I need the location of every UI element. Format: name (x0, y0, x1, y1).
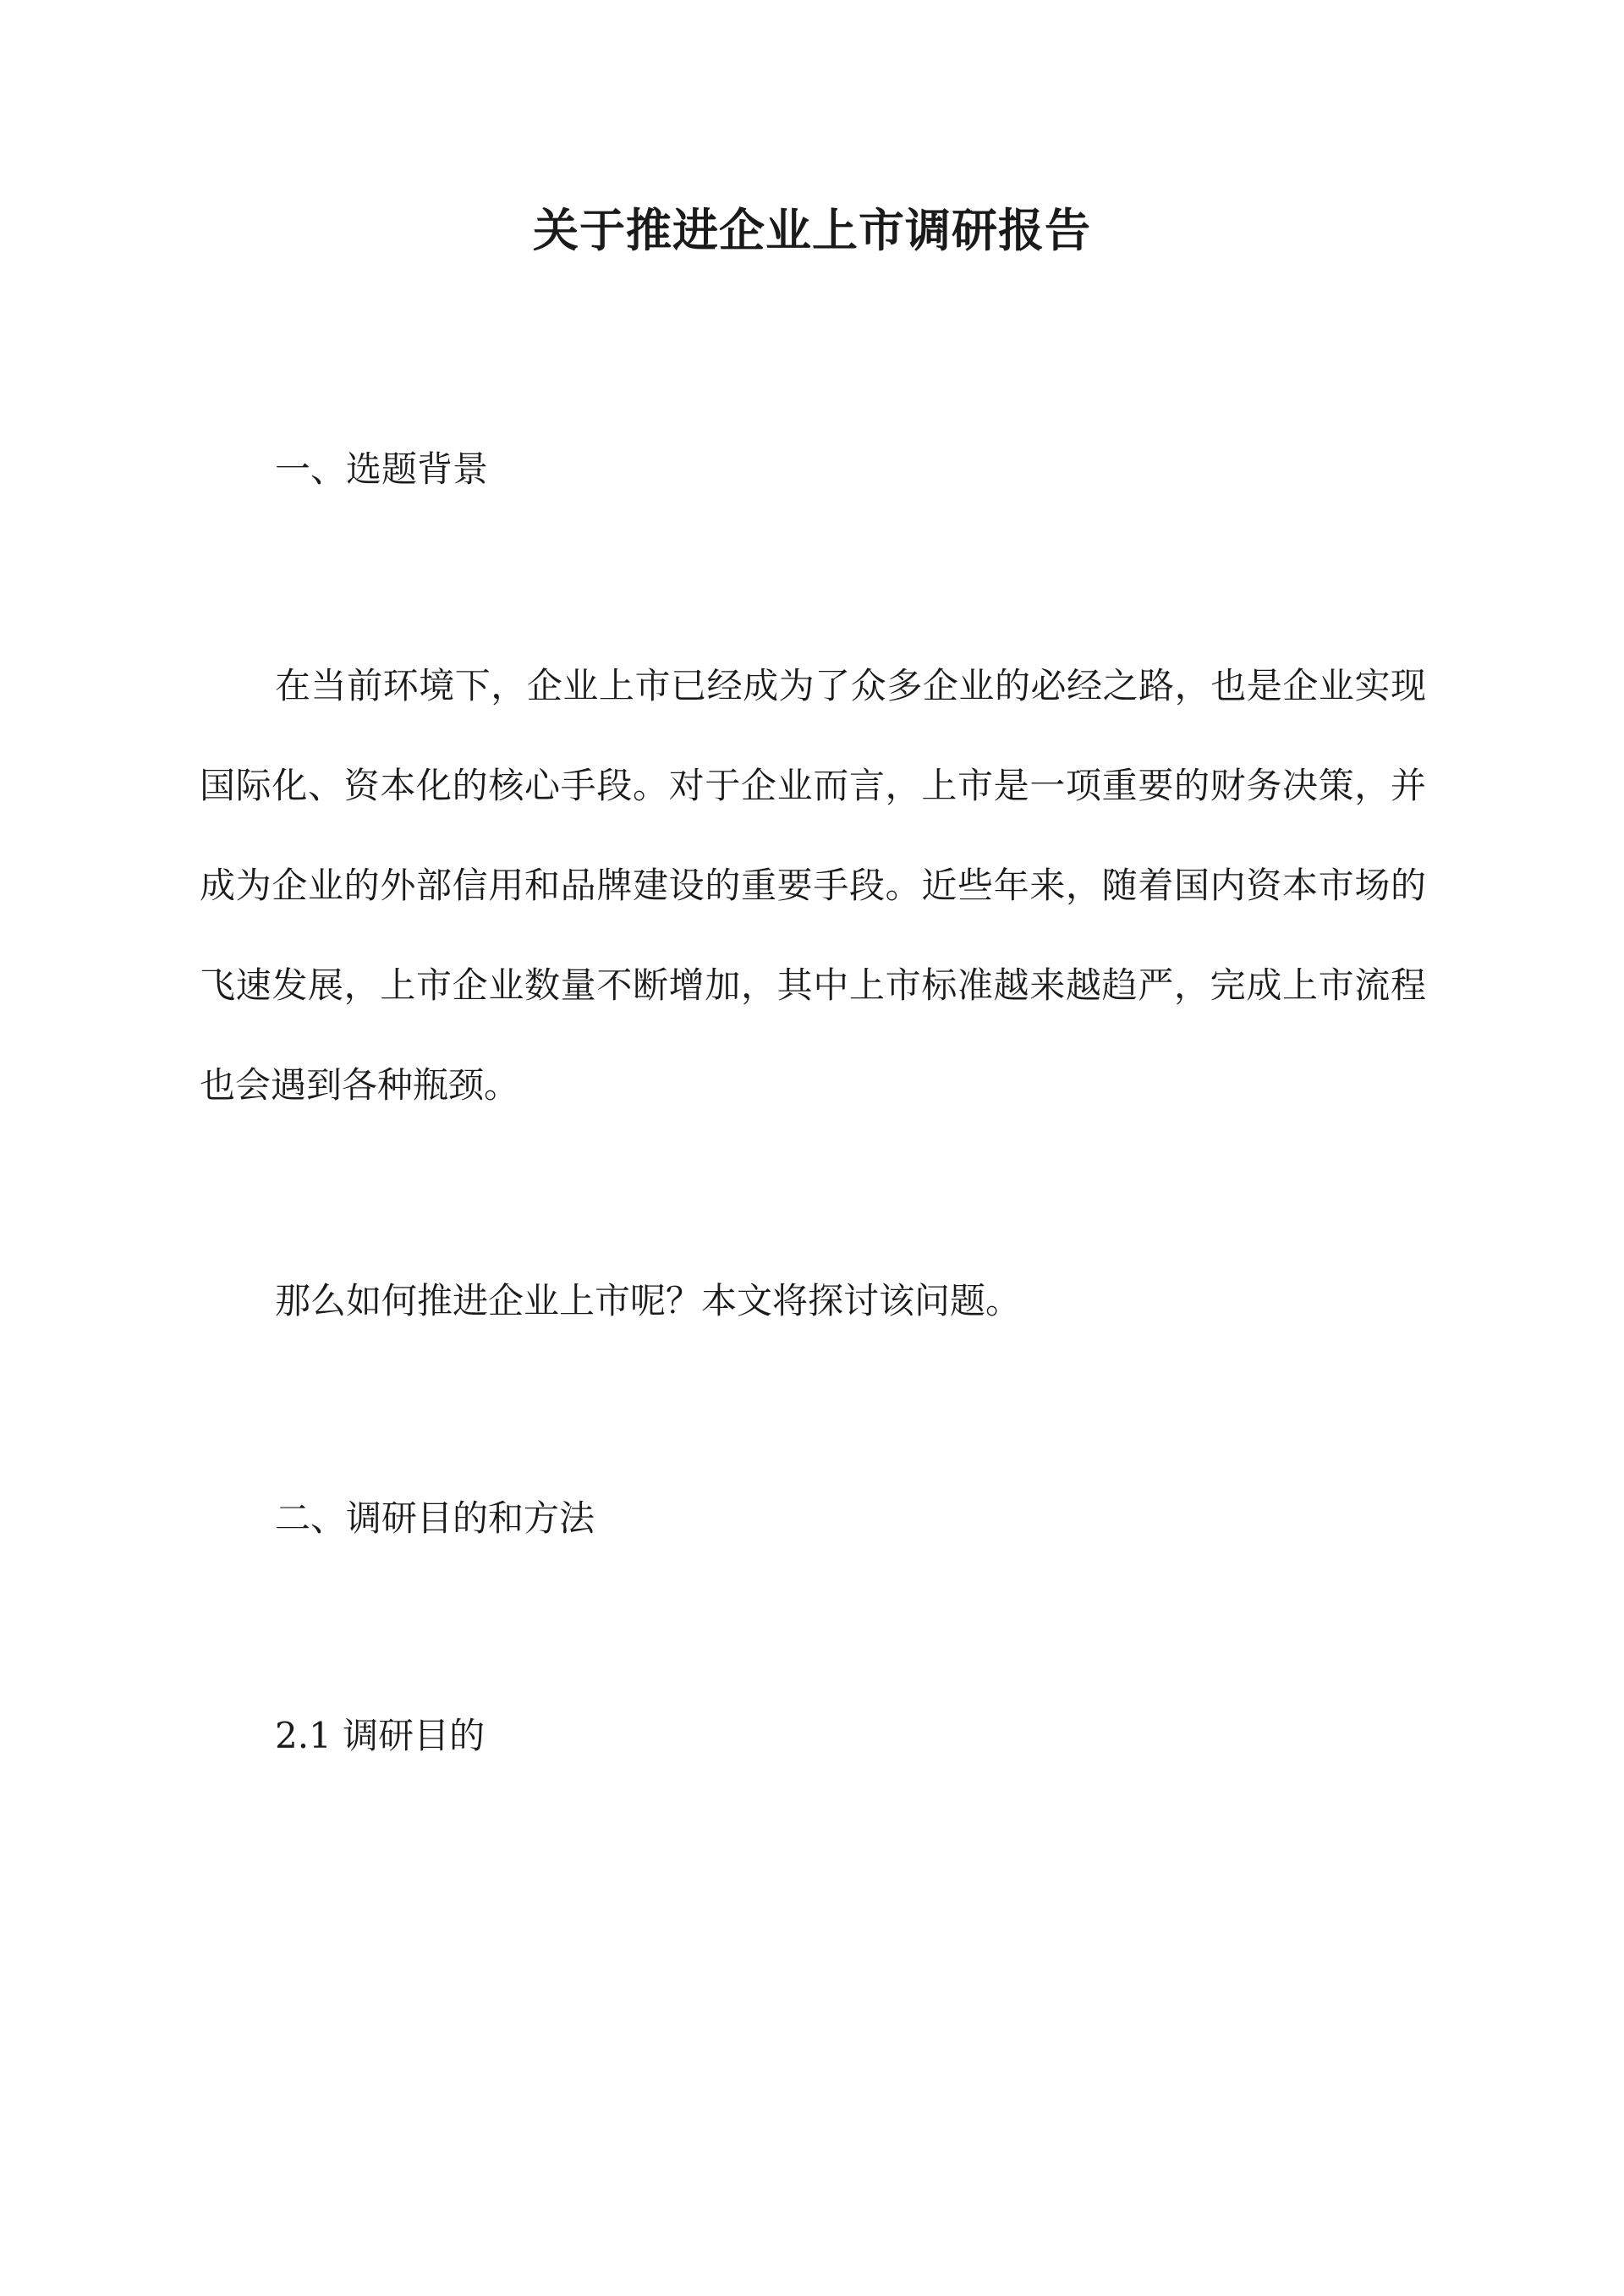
paragraph-background: 在当前环境下，企业上市已经成为了众多企业的必经之路，也是企业实现国际化、资本化的核心手段。对于企业而言，上市是一项重要的财务决策，并成为企业的外部信用和品牌建设的重要手段。近些年来，随着国内资本市场的飞速发展，上市企业数量不断增加，其中上市标准越来越趋严，完成上市流程也会遇到各种瓶颈。 (200, 665, 1426, 1106)
section-heading-purpose-method: 二、调研目的和方法 (275, 1497, 595, 1539)
paragraph-question: 那么如何推进企业上市呢？本文将探讨该问题。 (275, 1280, 1022, 1321)
subsection-heading-purpose: 2.1 调研目的 (275, 1715, 486, 1756)
section-heading-background: 一、选题背景 (275, 448, 489, 490)
document-title: 关于推进企业上市调研报告 (533, 203, 1091, 257)
